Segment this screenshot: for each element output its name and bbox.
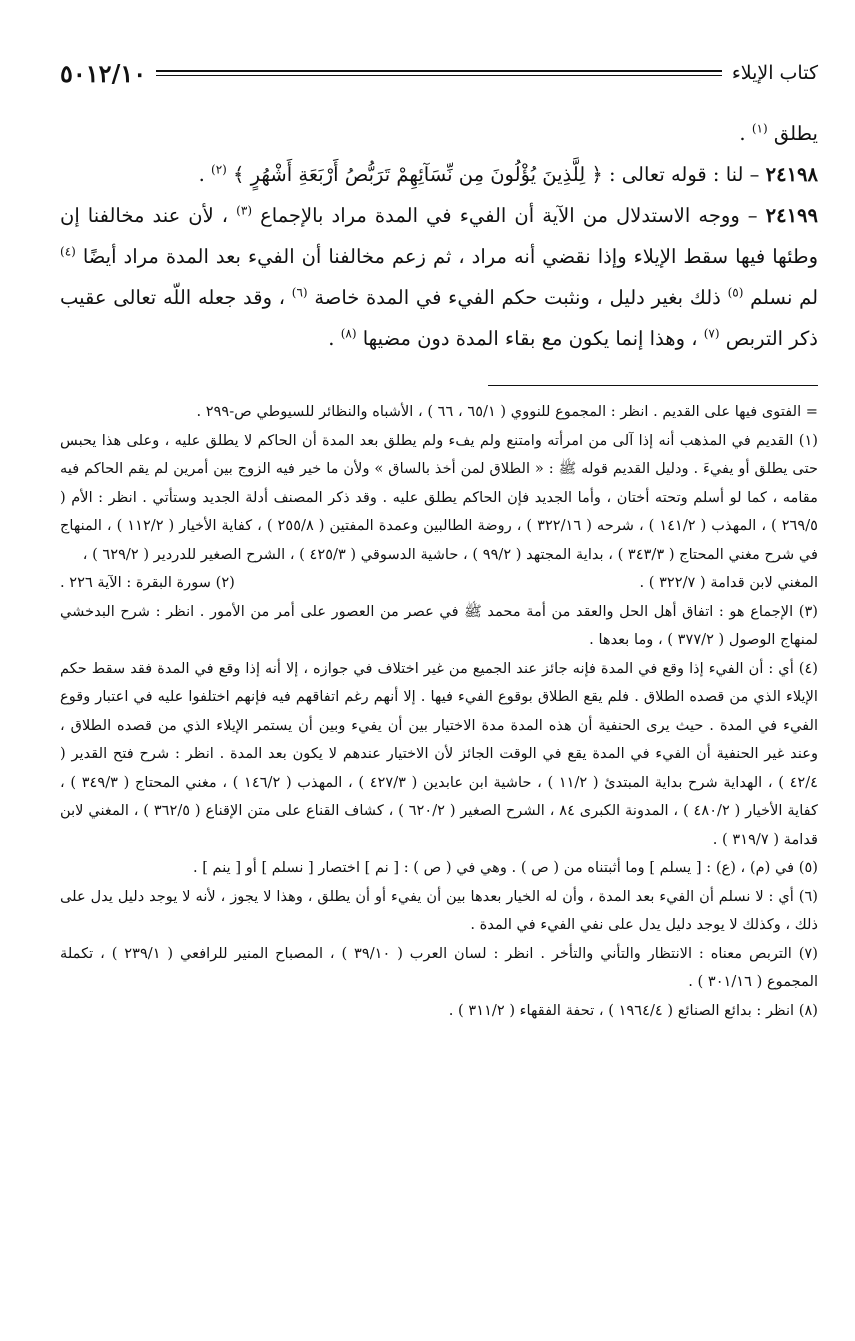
footnote-3: (٣) الإجماع هو : اتفاق أهل الحل والعقد من أمة محمد ﷺ في عصر من العصور على أمر من الأمور . انظر : شرح البدخشي لمنهاج الوصول ( ٣٧٧/٢ ) ، وما بعدها .: [60, 602, 818, 648]
footnote-8: (٨) انظر : بدائع الصنائع ( ١٩٦٤/٤ ) ، تحفة الفقهاء ( ٣١١/٢ ) .: [448, 1001, 818, 1019]
footnote-1-2-line: [60, 569, 818, 598]
intro-line: يطلق $^{(١)}$ .: [739, 121, 818, 145]
footnote-7: (٧) التربص معناه : الانتظار والتأني والتأخر . انظر : لسان العرب ( ٣٩/١٠ ) ، المصباح المنير للرافعي ( ٢٣٩/١ ) ، تكملة المجموع ( ٣٠١/١٦ ) .: [60, 944, 818, 990]
footnote-5: (٥) في (م) ، (ع) : [ يسلم ] وما أثبتناه من ( ص ) . وهي في ( ص ) : [ نم ] اختصار [ نسلم ] أو [ ينم ] .: [192, 859, 818, 876]
header-rule: [156, 70, 722, 76]
paragraph-24199: ٢٤١٩٩ – ووجه الاستدلال من الآية أن الفيء في المدة مراد بالإجماع $^{(٣)}$ ، لأن عند مخالفنا إن وطئها فيها سقط الإيلاء وإذا نقضي أنه مراد ، ثم زعم مخالفنا أن الفيء بعد المدة مراد أيضًا $^{(٤)}$ لم نسلم $^{(٥)}$ ذلك بغير دليل ، ونثبت حكم الفيء في المدة خاصة $^{(٦)}$ ، وقد جعله اللّه تعالى عقيب ذكر التربص $^{(٧)}$ ، وهذا إنما يكون مع بقاء المدة دون مضيها $^{(٨)}$ .: [60, 203, 819, 350]
footnotes: [60, 398, 818, 1025]
paragraph-number: ٢٤١٩٨: [765, 163, 818, 186]
footnote-ref-4: (٤): [60, 244, 76, 259]
footnote-4: (٤) أي : أن الفيء إذا وقع في المدة فإنه جائز عند الجميع من غير اختلاف في جوازه ، إلا أنه إذا وقع في المدة فقد سقط حكم الإيلاء الذي من قصده الطلاق . فلم يقع الطلاق بوقوع الفيء فيها . إلا أنهم رغم اتفاقهم فيه فإنهم اختلفوا عليه في اعتبار وقوع الفيء في المدة . حيث يرى الحنفية أن هذه المدة مدة الاختيار بين أن يفيء وبين أن يستمر الإيلاء الذي من قصده الطلاق ، وعند غير الحنفية أن الفيء في المدة يقع في الوقت الجائز لأن الاختيار عندهم لا يكون بعد المدة . انظر : شرح فتح القدير ( ٤٢/٤ ) ، الهداية شرح بداية المبتدئ ( ١١/٢ ) ، حاشية ابن عابدين ( ٤٢٧/٣ ) ، المهذب ( ١٤٦/٢ ) ، مغني المحتاج ( ٣٤٩/٣ ) ، كفاية الأخيار ( ٤٨٠/٢ ) ، المدونة الكبرى ٨٤ ، الشرح الصغير ( ٦٢٠/٢ ) ، كشاف القناع على متن الإقناع ( ٣٦٢/٥ ) ، المغني لابن قدامة ( ٣١٩/٧ ) .: [60, 659, 818, 848]
footnote-1: (١) القديم في المذهب أنه إذا آلى من امرأته وامتنع ولم يفء ولم يطلق بعد المدة أن الحاكم لا يطلق عليه ، وعلى هذا يحبس حتى يطلق أو يفيءَ . ودليل القديم قوله ﷺ : « الطلاق لمن أخذ بالساق » ولأن ما خير فيه الزوج بين أمرين لم يقم الحاكم فيه مقامه ، كما لو أسلم وتحته أختان ، وأما الجديد فإن الحاكم يطلق عليه . وقد ذكر المصنف أدلة الجديد وستأتي . انظر : الأم ( ٢٦٩/٥ ) ، المهذب ( ١٤١/٢ ) ، شرحه ( ٣٢٢/١٦ ) ، روضة الطالبين وعمدة المفتين ( ٢٥٥/٨ ) ، كفاية الأخيار ( ١١٢/٢ ) ، المنهاج في شرح مغني المحتاج ( ٣٤٣/٣ ) ، بداية المجتهد ( ٩٩/٢ ) ، حاشية الدسوقي ( ٤٢٥/٣ ) ، الشرح الصغير للدردير ( ٦٢٩/٢ ) ،: [60, 431, 818, 563]
footnote-ref-5: (٥): [727, 285, 744, 300]
footnote-ref-6: (٦): [291, 285, 308, 300]
page-header: [60, 55, 818, 91]
book-title: كتاب الإيلاء: [731, 62, 818, 84]
book-page: [60, 55, 818, 1325]
footnote-6: (٦) أي : لا نسلم أن الفيء بعد المدة ، وأن له الخيار بعدها بين أن يفيء أو أن يطلق ، وهذا لا يجوز ، لأنه لا يوجد دليل يدل على ذلك ، وكذلك لا يوجد دليل يدل على نفي الفيء في المدة .: [60, 887, 818, 933]
footnote-ref-8: (٨): [340, 326, 357, 341]
footnote-continuation: = الفتوى فيها على القديم . انظر : المجموع للنووي ( ٦٥/١ ، ٦٦ ) ، الأشباه والنظائر للسيوطي ص-٢٩٩ .: [196, 403, 818, 420]
footnote-separator: [488, 385, 818, 386]
footnote-ref-1: (١): [751, 121, 768, 136]
page-reference: ٥٠١٢/١٠: [60, 58, 147, 88]
footnote-ref-2: (٢): [211, 162, 227, 177]
main-text: [60, 113, 818, 359]
paragraph-24198: ٢٤١٩٨ – لنا : قوله تعالى : ﴿ لِلَّذِينَ يُؤْلُونَ مِن نِّسَآئِهِمْ تَرَبُّصُ أَرْبَعَةِ أَشْهُرٍ ﴾ $^{(٢)}$ .: [198, 162, 818, 186]
paragraph-number: ٢٤١٩٩: [765, 204, 819, 227]
footnote-2: (٢) سورة البقرة : الآية ٢٢٦ .: [60, 574, 235, 591]
footnote-ref-3: (٣): [236, 203, 252, 218]
footnote-ref-7: (٧): [703, 326, 720, 341]
footnote-1-end: المغني لابن قدامة ( ٣٢٢/٧ ) .: [639, 574, 818, 591]
